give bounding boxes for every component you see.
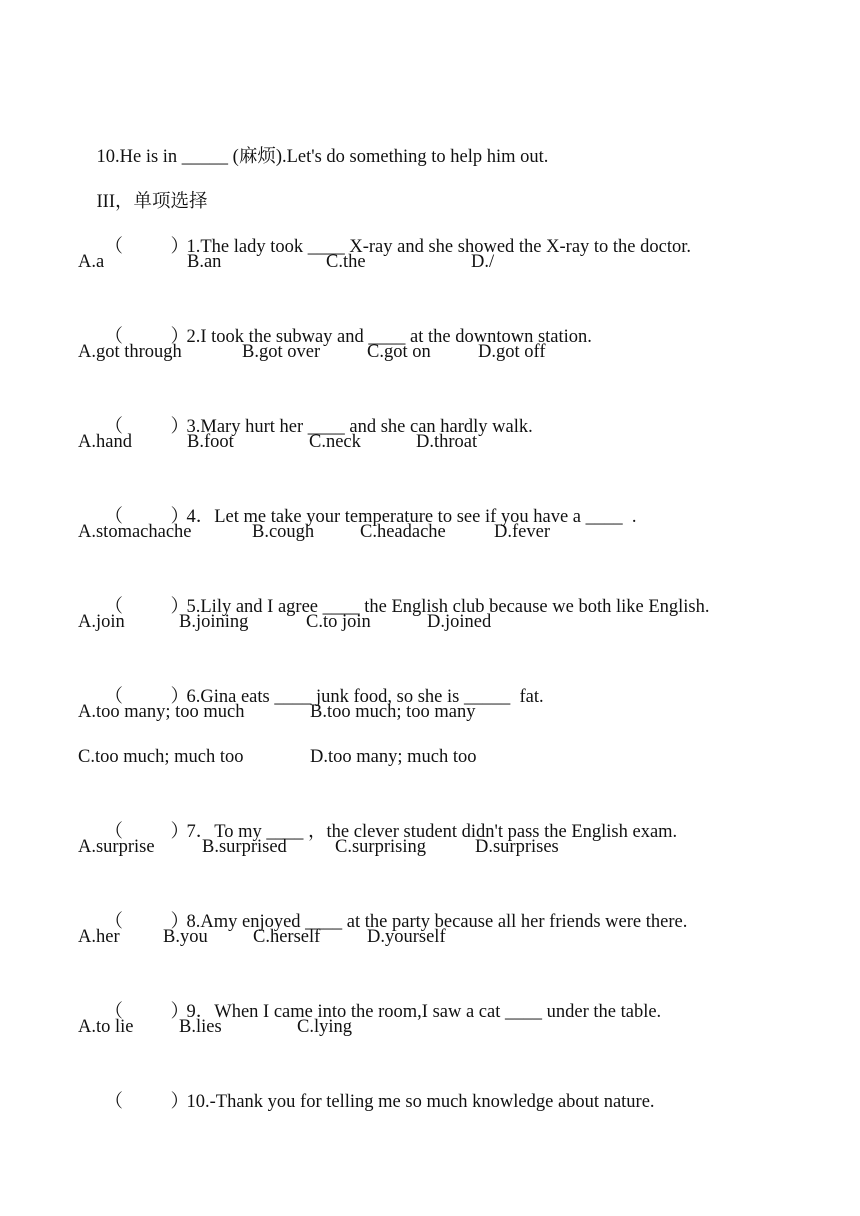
paren-open: （ — [104, 822, 124, 842]
paren-open: （ — [104, 507, 124, 527]
option-c: C.headache — [360, 522, 446, 542]
option-c: C.the — [326, 252, 366, 272]
option-a: A.surprise — [78, 837, 155, 857]
paren-close: ） — [170, 507, 190, 527]
question-stem: 6.Gina eats ____ junk food, so she is — [186, 687, 464, 707]
option-d: D.got off — [478, 342, 546, 362]
question-stem: 5.Lily and I agree ____ the English club because we both like English. — [186, 597, 710, 617]
question-stem: 7．To my ____ ，the clever student didn't pass the English exam. — [186, 822, 678, 842]
question-stem: 1.The lady took ____ X-ray and she showed the X-ray to the doctor. — [186, 237, 692, 257]
option-d: D.too many; much too — [310, 747, 477, 767]
option-c: C.got on — [367, 342, 431, 362]
question-5-options — [78, 607, 818, 652]
option-d: D.fever — [494, 522, 550, 542]
question-stem: 4．Let me take your temperature to see if you have a ____ . — [186, 507, 637, 527]
question-7-options — [78, 832, 818, 877]
paren-close: ） — [170, 237, 190, 257]
question-3 — [78, 382, 818, 437]
answer-blank[interactable] — [97, 1087, 190, 1117]
option-b: B.foot — [187, 432, 234, 452]
question-stem-end: fat. — [510, 687, 544, 707]
option-c: C.surprising — [335, 837, 426, 857]
question-1-options — [78, 247, 818, 292]
question-6-options-line-1 — [78, 697, 818, 742]
paren-close: ） — [170, 822, 190, 842]
question-9-options — [78, 1012, 818, 1057]
prev-question-text: 10.He is in _____ (麻烦).Let's do something to help him out. — [96, 147, 549, 167]
paren-open: （ — [104, 1092, 124, 1112]
option-d: D.yourself — [367, 927, 446, 947]
option-c: C.too much; much too — [78, 747, 244, 767]
option-b: B.cough — [252, 522, 315, 542]
question-6-options-line-2 — [78, 742, 818, 787]
question-stem: 3.Mary hurt her ____ and she can hardly walk. — [186, 417, 533, 437]
paren-close: ） — [170, 912, 190, 932]
paren-close: ） — [170, 597, 190, 617]
paren-close: ） — [170, 417, 190, 437]
option-d: D./ — [471, 252, 495, 272]
option-a: A.too many; too much — [78, 702, 245, 722]
question-4-options — [78, 517, 818, 562]
question-8 — [78, 877, 818, 932]
question-2-options — [78, 337, 818, 382]
question-5 — [78, 562, 818, 617]
option-d: D.throat — [416, 432, 478, 452]
option-a: A.stomachache — [78, 522, 192, 542]
option-b: B.too much; too many — [310, 702, 476, 722]
option-b: B.an — [187, 252, 222, 272]
question-9 — [78, 967, 818, 1022]
paren-open: （ — [104, 687, 124, 707]
section-heading — [78, 157, 818, 212]
option-b: B.surprised — [202, 837, 287, 857]
paren-open: （ — [104, 1002, 124, 1022]
option-a: A.to lie — [78, 1017, 134, 1037]
question-stem: 8.Amy enjoyed ____ at the party because all her friends were there. — [186, 912, 688, 932]
prev-question-10 — [78, 112, 818, 167]
question-stem: 9．When I came into the room,I saw a cat ____ under the table. — [186, 1002, 662, 1022]
section-heading-text: III，单项选择 — [96, 192, 208, 212]
question-4 — [78, 472, 818, 527]
question-2 — [78, 292, 818, 347]
worksheet-page — [78, 112, 818, 1112]
option-c: C.herself — [253, 927, 321, 947]
question-6 — [78, 652, 818, 707]
question-8-options — [78, 922, 818, 967]
option-b: B.lies — [179, 1017, 222, 1037]
paren-open: （ — [104, 327, 124, 347]
option-c: C.lying — [297, 1017, 352, 1037]
question-1 — [78, 202, 818, 257]
option-a: A.a — [78, 252, 105, 272]
question-3-options — [78, 427, 818, 472]
paren-close: ） — [170, 687, 190, 707]
option-a: A.got through — [78, 342, 182, 362]
paren-open: （ — [104, 597, 124, 617]
option-d: D.surprises — [475, 837, 559, 857]
option-b: B.joining — [179, 612, 249, 632]
question-stem: 10.-Thank you for telling me so much knowledge about nature. — [186, 1092, 655, 1112]
option-b: B.got over — [242, 342, 321, 362]
option-c: C.neck — [309, 432, 361, 452]
question-7 — [78, 787, 818, 842]
option-a: A.her — [78, 927, 120, 947]
option-c: C.to join — [306, 612, 371, 632]
paren-open: （ — [104, 417, 124, 437]
question-10 — [78, 1057, 818, 1112]
paren-open: （ — [104, 912, 124, 932]
option-d: D.joined — [427, 612, 492, 632]
paren-open: （ — [104, 237, 124, 257]
question-stem: 2.I took the subway and ____ at the downtown station. — [186, 327, 592, 347]
question-stem-blank: _____ — [463, 687, 511, 707]
paren-close: ） — [170, 1092, 190, 1112]
option-a: A.join — [78, 612, 125, 632]
option-a: A.hand — [78, 432, 132, 452]
option-b: B.you — [163, 927, 208, 947]
paren-close: ） — [170, 327, 190, 347]
paren-close: ） — [170, 1002, 190, 1022]
